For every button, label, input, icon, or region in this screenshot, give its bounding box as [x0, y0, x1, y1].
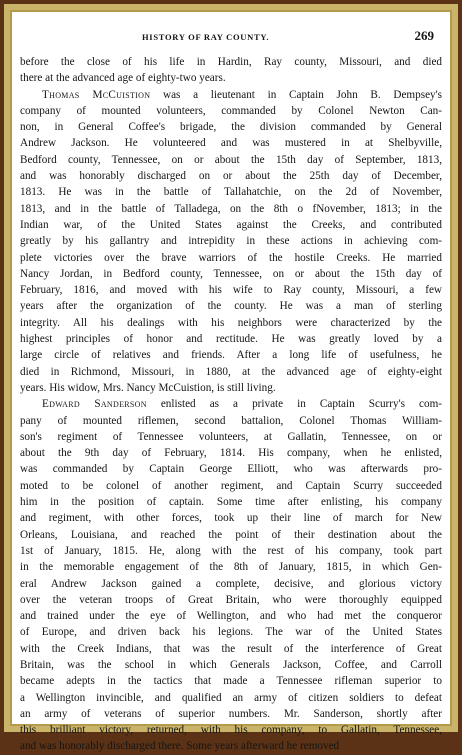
line-text: died in Richmond, Missouri, in 1880, at the advanced age of eighty-eight — [20, 365, 442, 378]
line-text: and regiment, with other forces, took up their line of march for New — [20, 512, 442, 525]
line-text: 1813, and in the battle of Talladega, on the 8th o fNovember, 1813; in the — [20, 202, 442, 215]
line-text: an army of veterans of superior numbers. Mr. Sanderson, shortly after — [20, 707, 442, 720]
text-line — [20, 510, 442, 526]
line-text: in the memorable engagement of the 8th of January, 1815, in which Gen- — [20, 561, 442, 574]
text-line — [20, 103, 442, 119]
text-line — [20, 266, 442, 282]
line-text: Andrew Jackson. He volunteered and was mustered in at Shelbyville, — [20, 137, 442, 150]
text-line — [20, 657, 442, 673]
line-text: Indian war, of the United States against the Creeks, and contributed — [20, 218, 442, 231]
line-text: integrity. All his dealings with his neighbors were characterized by the — [20, 316, 442, 329]
text-line — [20, 70, 442, 86]
text-line — [20, 250, 442, 266]
line-text: was commanded by Captain George Elliott, who was afterwards pro- — [20, 463, 442, 476]
text-line — [20, 690, 442, 706]
text-line — [20, 201, 442, 217]
text-line — [20, 282, 442, 298]
text-line — [20, 608, 442, 624]
line-text: Nancy Jordan, in Bedford county, Tennessee, on or about the 15th day of — [20, 267, 442, 280]
text-line — [20, 331, 442, 347]
text-line — [20, 298, 442, 314]
text-line — [20, 706, 442, 722]
text-line — [20, 673, 442, 689]
line-text: there at the advanced age of eighty-two years. — [20, 72, 226, 85]
text-line — [20, 119, 442, 135]
line-text: and was honorably discharged there. Some years afterward he removed — [20, 740, 340, 753]
page-header — [12, 26, 450, 46]
line-text: 1st of January, 1815. He, along with the rest of his company, took part — [20, 544, 442, 557]
book-page — [10, 10, 452, 753]
line-text: him in the position of captain. Some time after enlisting, his company — [20, 496, 442, 509]
text-line — [20, 722, 442, 738]
text-line — [20, 184, 442, 200]
text-line — [20, 641, 442, 657]
text-line — [20, 233, 442, 249]
person-name: Edward Sanderson — [42, 398, 147, 411]
line-text: son's regiment of Tennessee volunteers, at Gallatin, Tennessee, on or — [20, 430, 442, 443]
text-line — [20, 494, 442, 510]
body-text — [20, 54, 442, 755]
text-line — [20, 576, 442, 592]
line-text: February, 1816, and moved with his wife to Ray county, Missouri, a few — [20, 284, 442, 297]
line-text: before the close of his life in Hardin, Ray county, Missouri, and died — [20, 56, 442, 68]
text-line — [20, 461, 442, 477]
line-text: years after the organization of the county. He was a man of sterling — [20, 300, 442, 313]
text-line — [20, 543, 442, 559]
text-line — [20, 347, 442, 363]
line-text: was a lieutenant in Captain John B. Dempsey's — [150, 88, 442, 101]
text-line — [20, 445, 442, 461]
text-line — [20, 217, 442, 233]
line-text: highest principles of honor and rectitude. He was greatly loved by a — [20, 333, 442, 346]
line-text: and was honorably discharged on or about the 25th day of December, — [20, 170, 442, 183]
line-text: over the veteran troops of Great Britain, who were thoroughly equipped — [20, 593, 442, 606]
text-line — [20, 592, 442, 608]
line-text: Bedford county, Tennessee, on or about the 15th day of September, 1813, — [20, 153, 442, 166]
line-text: Britain, was the school in which Generals Jackson, Coffee, and Carroll — [20, 658, 442, 671]
line-text: eral Andrew Jackson gained a complete, decisive, and glorious victory — [20, 577, 442, 590]
line-text: enlisted as a private in Captain Scurry's com- — [146, 398, 442, 411]
line-text: non, in General Coffee's brigade, the division commanded by General — [20, 121, 442, 134]
line-text: of Europe, and driven back his legions. The war of the United States — [20, 626, 442, 639]
text-line — [20, 527, 442, 543]
line-text: with the Creek Indians, that was the result of the interference of Great — [20, 642, 442, 655]
text-line — [20, 396, 442, 412]
line-text: a Wellington invincible, and qualified an army of citizen soldiers to defeat — [20, 691, 442, 704]
text-line — [20, 87, 442, 103]
line-text: about the 9th day of February, 1814. His company, when he enlisted, — [20, 447, 442, 460]
line-text: 1813. He was in the battle of Tallahatchie, on the 2d of November, — [20, 186, 442, 199]
person-name: Thomas McCuistion — [42, 88, 151, 101]
text-line — [20, 152, 442, 168]
text-line — [20, 478, 442, 494]
running-head: HISTORY OF RAY COUNTY. — [142, 32, 270, 42]
text-line — [20, 624, 442, 640]
text-line — [20, 429, 442, 445]
line-text: became adepts in the tactics that made a Tennessee rifleman superior to — [20, 675, 442, 688]
text-line — [20, 413, 442, 429]
line-text: plete victories over the brave warriors of the hostile Creeks. He married — [20, 251, 442, 264]
line-text: and trained under the eye of Wellington, and who had met the conqueror — [20, 610, 442, 623]
text-line — [20, 380, 442, 396]
text-line — [20, 135, 442, 151]
line-text: years. His widow, Mrs. Nancy McCuistion, is still living. — [20, 381, 276, 394]
line-text: this brilliant victory, returned, with his company, to Gallatin, Tennessee, — [20, 724, 442, 737]
line-text: pany of mounted riflemen, second battalion, Colonel Thomas William- — [20, 414, 442, 427]
page-number: 269 — [414, 28, 434, 43]
line-text: greatly by his gallantry and intrepidity in these actions in achieving com- — [20, 235, 442, 248]
line-text: moted to be colonel of another regiment, and Captain Scurry succeeded — [20, 479, 442, 492]
line-text: company of mounted volunteers, commanded by Colonel Newton Can- — [20, 104, 442, 117]
text-line — [20, 364, 442, 380]
line-text: large circle of relatives and friends. After a long life of usefulness, he — [20, 349, 442, 362]
line-text: Orleans, Louisiana, and reached the point of their destination about the — [20, 528, 442, 541]
text-line — [20, 315, 442, 331]
text-line — [20, 559, 442, 575]
text-line — [20, 54, 442, 70]
text-line — [20, 738, 442, 754]
text-line — [20, 168, 442, 184]
